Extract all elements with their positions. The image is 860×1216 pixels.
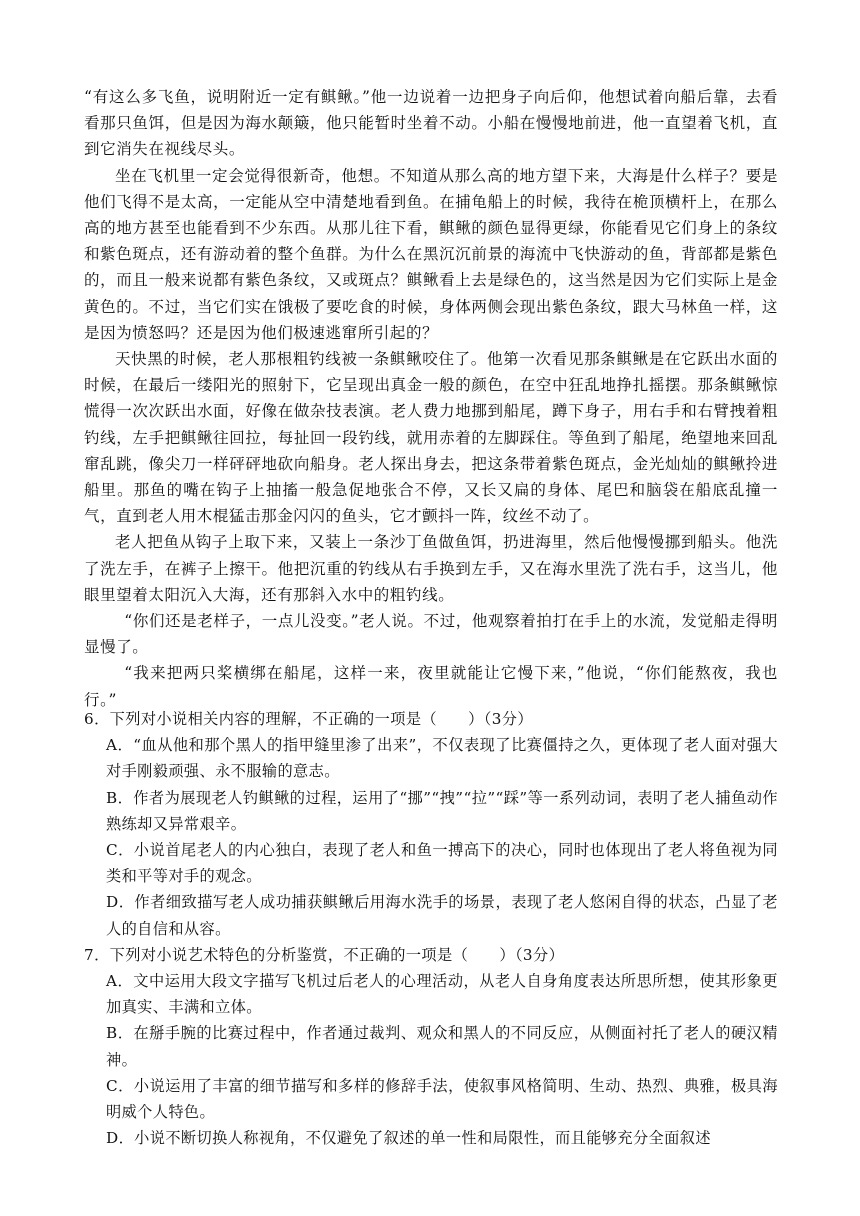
passage-paragraph: “有这么多飞鱼，说明附近一定有鲯鳅。”他一边说着一边把身子向后仰，他想试着向船后靠，去看看那只鱼饵，但是因为海水颠簸，他只能暂时坐着不动。小船在慢慢地前进，他一直望着飞机，直到它消失在视线尽头。 <box>84 88 778 159</box>
option-d: D．作者细致描写老人成功捕获鲯鳅后用海水洗手的场景，表现了老人悠闲自得的状态，凸显了老人的自信和从容。 <box>106 893 778 938</box>
passage-paragraph: 坐在飞机里一定会觉得很新奇，他想。不知道从那么高的地方望下来，大海是什么样子？要是他们飞得不是太高，一定能从空中清楚地看到鱼。在捕龟船上的时候，我待在桅顶横杆上，在那么高的地方甚至也能看到不少东西。从那儿往下看，鲯鳅的颜色显得更绿，你能看见它们身上的条纹和紫色斑点，还有游动着的整个鱼群。为什么在黑沉沉前景的海流中飞快游动的鱼，背部都是紫色的，而且一般来说都有紫色条纹，又或斑点？鲯鳅看上去是绿色的，这当然是因为它们实际上是金黄色的。不过，当它们实在饿极了要吃食的时候，身体两侧会现出紫色条纹，跟大马林鱼一样，这是因为愤怒吗？还是因为他们极速逃窜所引起的？ <box>84 166 778 342</box>
question-section <box>84 706 778 1151</box>
option-b: B．作者为展现老人钓鲯鳅的过程，运用了“挪”“拽”“拉”“踩”等一系列动词，表明了老人捕鱼动作熟练却又异常艰辛。 <box>106 788 778 833</box>
passage-paragraph: 天快黑的时候，老人那根粗钓线被一条鲯鳅咬住了。他第一次看见那条鲯鳅是在它跃出水面的时候，在最后一缕阳光的照射下，它呈现出真金一般的颜色，在空中狂乱地挣扎摇摆。那条鲯鳅惊慌得一次次跃出水面，好像在做杂技表演。老人费力地挪到船尾，蹲下身子，用右手和右臂拽着粗钓线，左手把鲯鳅往回拉，每扯回一段钓线，就用赤着的左脚踩住。等鱼到了船尾，绝望地来回乱窜乱跳，像尖刀一样砰砰地砍向船身。老人探出身去，把这条带着紫色斑点，金光灿灿的鲯鳅拎进船里。那鱼的嘴在钩子上抽搐一般急促地张合不停，又长又扁的身体、尾巴和脑袋在船底乱撞一气，直到老人用木棍猛击那金闪闪的鱼头，它才颤抖一阵，纹丝不动了。 <box>84 350 778 526</box>
option-b: B．在掰手腕的比赛过程中，作者通过裁判、观众和黑人的不同反应，从侧面衬托了老人的硬汉精神。 <box>106 1024 778 1069</box>
option-d: D．小说不断切换人称视角，不仅避免了叙述的单一性和局限性，而且能够充分全面叙述 <box>106 1129 711 1148</box>
question-6 <box>84 706 778 942</box>
option-a: A．“血从他和那个黑人的指甲缝里渗了出来”，不仅表现了比赛僵持之久，更体现了老人面对强大对手刚毅顽强、永不服输的意志。 <box>106 736 778 781</box>
question-stem: 7．下列对小说艺术特色的分析鉴赏，不正确的一项是（ ）（3分） <box>84 945 565 964</box>
option-c: C．小说首尾老人的内心独白，表现了老人和鱼一搏高下的决心，同时也体现出了老人将鱼视为同类和平等对手的观念。 <box>106 841 778 886</box>
option-c: C．小说运用了丰富的细节描写和多样的修辞手法，使叙事风格简明、生动、热烈、典雅，极具海明威个人特色。 <box>106 1076 778 1122</box>
passage-paragraph: 老人把鱼从钩子上取下来，又装上一条沙丁鱼做鱼饵，扔进海里，然后他慢慢挪到船头。他洗了洗左手，在裤子上擦干。他把沉重的钓线从右手换到左手，又在海水里洗了洗右手，这当儿，他眼里望着太阳沉入大海，还有那斜入水中的粗钓线。 <box>84 533 778 604</box>
question-stem: 6．下列对小说相关内容的理解，不正确的一项是（ ）（3分） <box>84 710 533 728</box>
passage-paragraph: “我来把两只桨横绑在船尾，这样一来，夜里就能让它慢下来，”他说，“你们能熬夜，我也行。” <box>84 664 778 709</box>
reading-passage <box>84 84 778 713</box>
question-7 <box>84 942 778 1152</box>
option-a: A．文中运用大段文字描写飞机过后老人的心理活动，从老人自身角度表达所思所想，使其形象更加真实、丰满和立体。 <box>106 972 778 1017</box>
passage-paragraph: “你们还是老样子，一点儿没变。”老人说。不过，他观察着拍打在手上的水流，发觉船走得明显慢了。 <box>84 612 778 657</box>
